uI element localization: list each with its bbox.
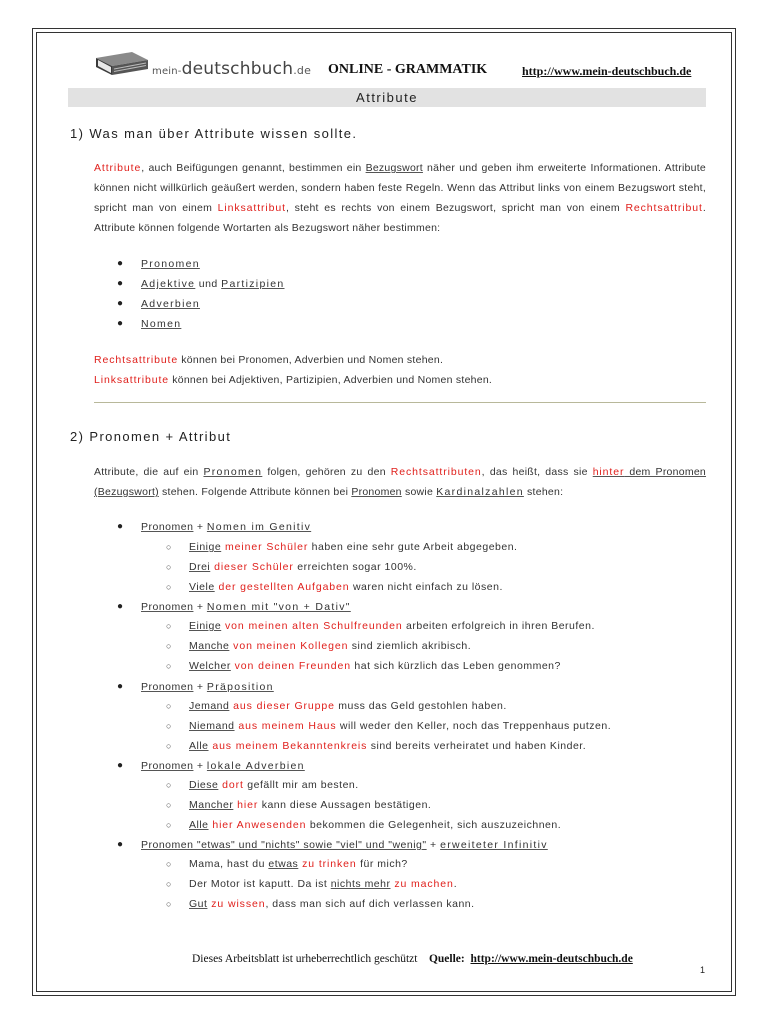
text: sind bereits verheiratet und haben Kinder.: [367, 740, 587, 752]
example-row: [189, 561, 417, 573]
circle-bullet-icon: ○: [166, 641, 172, 651]
bullet-icon: ●: [117, 681, 124, 692]
text: hier: [233, 799, 259, 811]
text: Pronomen: [141, 601, 194, 613]
text: Attribute, die auf ein: [94, 466, 204, 478]
text: dieser Schüler: [210, 561, 294, 573]
text: .: [453, 878, 458, 890]
text: sowie: [401, 486, 437, 498]
bullet-icon: ●: [117, 278, 124, 289]
text: bekommen die Gelegenheit, sich auszuzeichnen.: [306, 819, 562, 831]
text: hat sich kürzlich das Leben genommen?: [351, 660, 561, 672]
text: arbeiten erfolgreich in ihren Berufen.: [402, 620, 595, 632]
circle-bullet-icon: ○: [166, 741, 172, 751]
text: gefällt mir am besten.: [243, 779, 359, 791]
bullet-icon: ●: [117, 298, 124, 309]
text: Kardinalzahlen: [436, 486, 524, 498]
example-row: [189, 799, 431, 811]
text: von meinen Kollegen: [229, 640, 349, 652]
text: von meinen alten Schulfreunden: [221, 620, 403, 632]
text: , das heißt, dass sie: [481, 466, 593, 478]
text: +: [193, 681, 207, 693]
divider: [94, 402, 706, 403]
bullet-icon: ●: [117, 601, 124, 612]
text: Nomen im Genitiv: [206, 521, 312, 533]
text: +: [193, 521, 207, 533]
example-row: [189, 898, 475, 910]
example-row: [189, 720, 611, 732]
text: Manche: [189, 640, 230, 652]
text: Pronomen: [141, 760, 194, 772]
text: Mama, hast du: [189, 858, 269, 870]
text: kann diese Aussagen bestätigen.: [258, 799, 432, 811]
text: zu trinken: [298, 858, 357, 870]
text: zu wissen: [207, 898, 266, 910]
text: , dass man sich auf dich verlassen kann.: [265, 898, 475, 910]
header-url-link[interactable]: http://www.mein-deutschbuch.de: [522, 64, 692, 78]
header-title: ONLINE - GRAMMATIK: [328, 62, 488, 77]
text: Pronomen: [351, 486, 402, 498]
term-rechtsattribut: Rechtsattribut: [625, 202, 703, 214]
group5-heading: [141, 839, 548, 851]
logo-tld: .de: [293, 64, 312, 77]
text: können bei Pronomen, Adverbien und Nomen stehen.: [178, 354, 444, 366]
text: Mancher: [189, 799, 234, 811]
text: Gut: [189, 898, 208, 910]
text: waren nicht einfach zu lösen.: [349, 581, 503, 593]
section1-paragraph: [94, 158, 706, 238]
bullet-icon: ●: [117, 318, 124, 329]
group1-heading: [141, 521, 311, 533]
text: Pronomen "etwas" und "nichts" sowie "viel" und "wenig": [141, 839, 427, 851]
text: , steht es rechts von einem Bezugswort, spricht man von einem: [285, 202, 626, 214]
text: für mich?: [356, 858, 408, 870]
text: aus meinem Bekanntenkreis: [208, 740, 368, 752]
page-title: Attribute: [68, 88, 706, 107]
circle-bullet-icon: ○: [166, 621, 172, 631]
text: haben eine sehr gute Arbeit abgegeben.: [308, 541, 518, 553]
bullet-icon: ●: [117, 521, 124, 532]
text: der gestellten Aufgaben: [214, 581, 350, 593]
circle-bullet-icon: ○: [166, 800, 172, 810]
text: +: [193, 601, 207, 613]
example-row: [189, 779, 359, 791]
circle-bullet-icon: ○: [166, 582, 172, 592]
section1-heading: 1) Was man über Attribute wissen sollte.: [70, 126, 358, 141]
text: Einige: [189, 541, 222, 553]
text: Jemand: [189, 700, 230, 712]
text: Viele: [189, 581, 215, 593]
text: +: [426, 839, 441, 851]
term-attribute: Attribute: [94, 162, 142, 174]
example-row: [189, 858, 408, 870]
term-bezugswort: Bezugswort: [365, 162, 423, 174]
text: dem Pronomen (Bezugswort): [94, 466, 707, 498]
text: will weder den Keller, noch das Treppenhaus putzen.: [336, 720, 612, 732]
text: Alle: [189, 819, 209, 831]
text: Diese: [189, 779, 219, 791]
circle-bullet-icon: ○: [166, 562, 172, 572]
example-row: [189, 700, 507, 712]
text: erweiteter Infinitiv: [440, 839, 548, 851]
text: stehen:: [523, 486, 564, 498]
text: Präposition: [206, 681, 274, 693]
note-rechtsattribute: [94, 350, 706, 370]
text: Partizipien: [221, 278, 285, 290]
text: erreichten sogar 100%.: [293, 561, 417, 573]
logo-text: mein-deutschbuch.de: [152, 59, 312, 79]
bullet-icon: ●: [117, 258, 124, 269]
source-label: Quelle:: [428, 953, 465, 965]
circle-bullet-icon: ○: [166, 661, 172, 671]
group3-heading: [141, 681, 274, 693]
text: Alle: [189, 740, 209, 752]
example-row: [189, 581, 503, 593]
text: etwas: [268, 858, 299, 870]
text: können bei Adjektiven, Partizipien, Adverbien und Nomen stehen.: [169, 374, 493, 386]
page-number: 1: [700, 965, 706, 975]
text: und: [195, 278, 222, 290]
text: Welcher: [189, 660, 231, 672]
text: aus meinem Haus: [234, 720, 337, 732]
circle-bullet-icon: ○: [166, 879, 172, 889]
text: näher und geben ihm erweiterte Informationen. Attribute können nicht willkürlich geäußert werden, sondern haben feste Regeln. Wenn das Attribut links von einem Bezugswort steht, spricht man von einem: [94, 162, 706, 214]
circle-bullet-icon: ○: [166, 542, 172, 552]
text: hier Anwesenden: [208, 819, 307, 831]
example-row: [189, 878, 457, 890]
group2-heading: [141, 601, 351, 613]
text: von deinen Freunden: [230, 660, 351, 672]
text: dort: [218, 779, 244, 791]
list-item-nomen: Nomen: [141, 318, 182, 330]
header: [94, 44, 714, 80]
example-row: [189, 640, 471, 652]
text: folgen, gehören zu den: [262, 466, 391, 478]
note-linksattribute: [94, 370, 706, 390]
text: hinter: [592, 466, 625, 478]
text: Der Motor ist kaputt. Da ist: [189, 878, 331, 890]
term-linksattribut: Linksattribut: [217, 202, 286, 214]
example-row: [189, 541, 517, 553]
text: lokale Adverbien: [206, 760, 305, 772]
example-row: [189, 740, 586, 752]
text: Rechtsattribute: [94, 354, 179, 366]
list-item-adverbien: Adverbien: [141, 298, 200, 310]
text: Adjektive: [141, 278, 196, 290]
text: meiner Schüler: [221, 541, 309, 553]
text: aus dieser Gruppe: [229, 700, 335, 712]
text: nichts mehr: [330, 878, 391, 890]
list-item-pronomen: Pronomen: [141, 258, 200, 270]
text: Niemand: [189, 720, 235, 732]
text: muss das Geld gestohlen haben.: [334, 700, 507, 712]
circle-bullet-icon: ○: [166, 701, 172, 711]
example-row: [189, 819, 561, 831]
text: . Attribute können folgende Wortarten als Bezugswort näher bestimmen:: [94, 202, 706, 234]
text: Pronomen: [141, 681, 194, 693]
section2-heading: 2) Pronomen + Attribut: [70, 429, 232, 444]
book-logo-icon: [94, 48, 150, 78]
section2-intro: [94, 462, 706, 502]
copyright-text: Dieses Arbeitsblatt ist urheberrechtlich geschützt: [192, 953, 418, 965]
circle-bullet-icon: ○: [166, 820, 172, 830]
list-item-adjektive-partizipien: [141, 278, 285, 290]
text: , auch Beifügungen genannt, bestimmen ein: [141, 162, 366, 174]
text: Drei: [189, 561, 211, 573]
example-row: [189, 620, 595, 632]
bullet-icon: ●: [117, 760, 124, 771]
example-row: [189, 660, 561, 672]
footer: [192, 953, 633, 965]
text: Nomen mit "von + Dativ": [206, 601, 351, 613]
text: Pronomen: [203, 466, 263, 478]
group4-heading: [141, 760, 305, 772]
text: +: [193, 760, 207, 772]
text: Einige: [189, 620, 222, 632]
circle-bullet-icon: ○: [166, 859, 172, 869]
circle-bullet-icon: ○: [166, 780, 172, 790]
text: sind ziemlich akribisch.: [348, 640, 472, 652]
text: Linksattribute: [94, 374, 170, 386]
circle-bullet-icon: ○: [166, 899, 172, 909]
circle-bullet-icon: ○: [166, 721, 172, 731]
text: stehen. Folgende Attribute können bei: [158, 486, 352, 498]
text: Rechtsattributen: [390, 466, 482, 478]
text: zu machen: [390, 878, 454, 890]
bullet-icon: ●: [117, 839, 124, 850]
text: Pronomen: [141, 521, 194, 533]
source-url-link[interactable]: http://www.mein-deutschbuch.de: [470, 953, 633, 965]
